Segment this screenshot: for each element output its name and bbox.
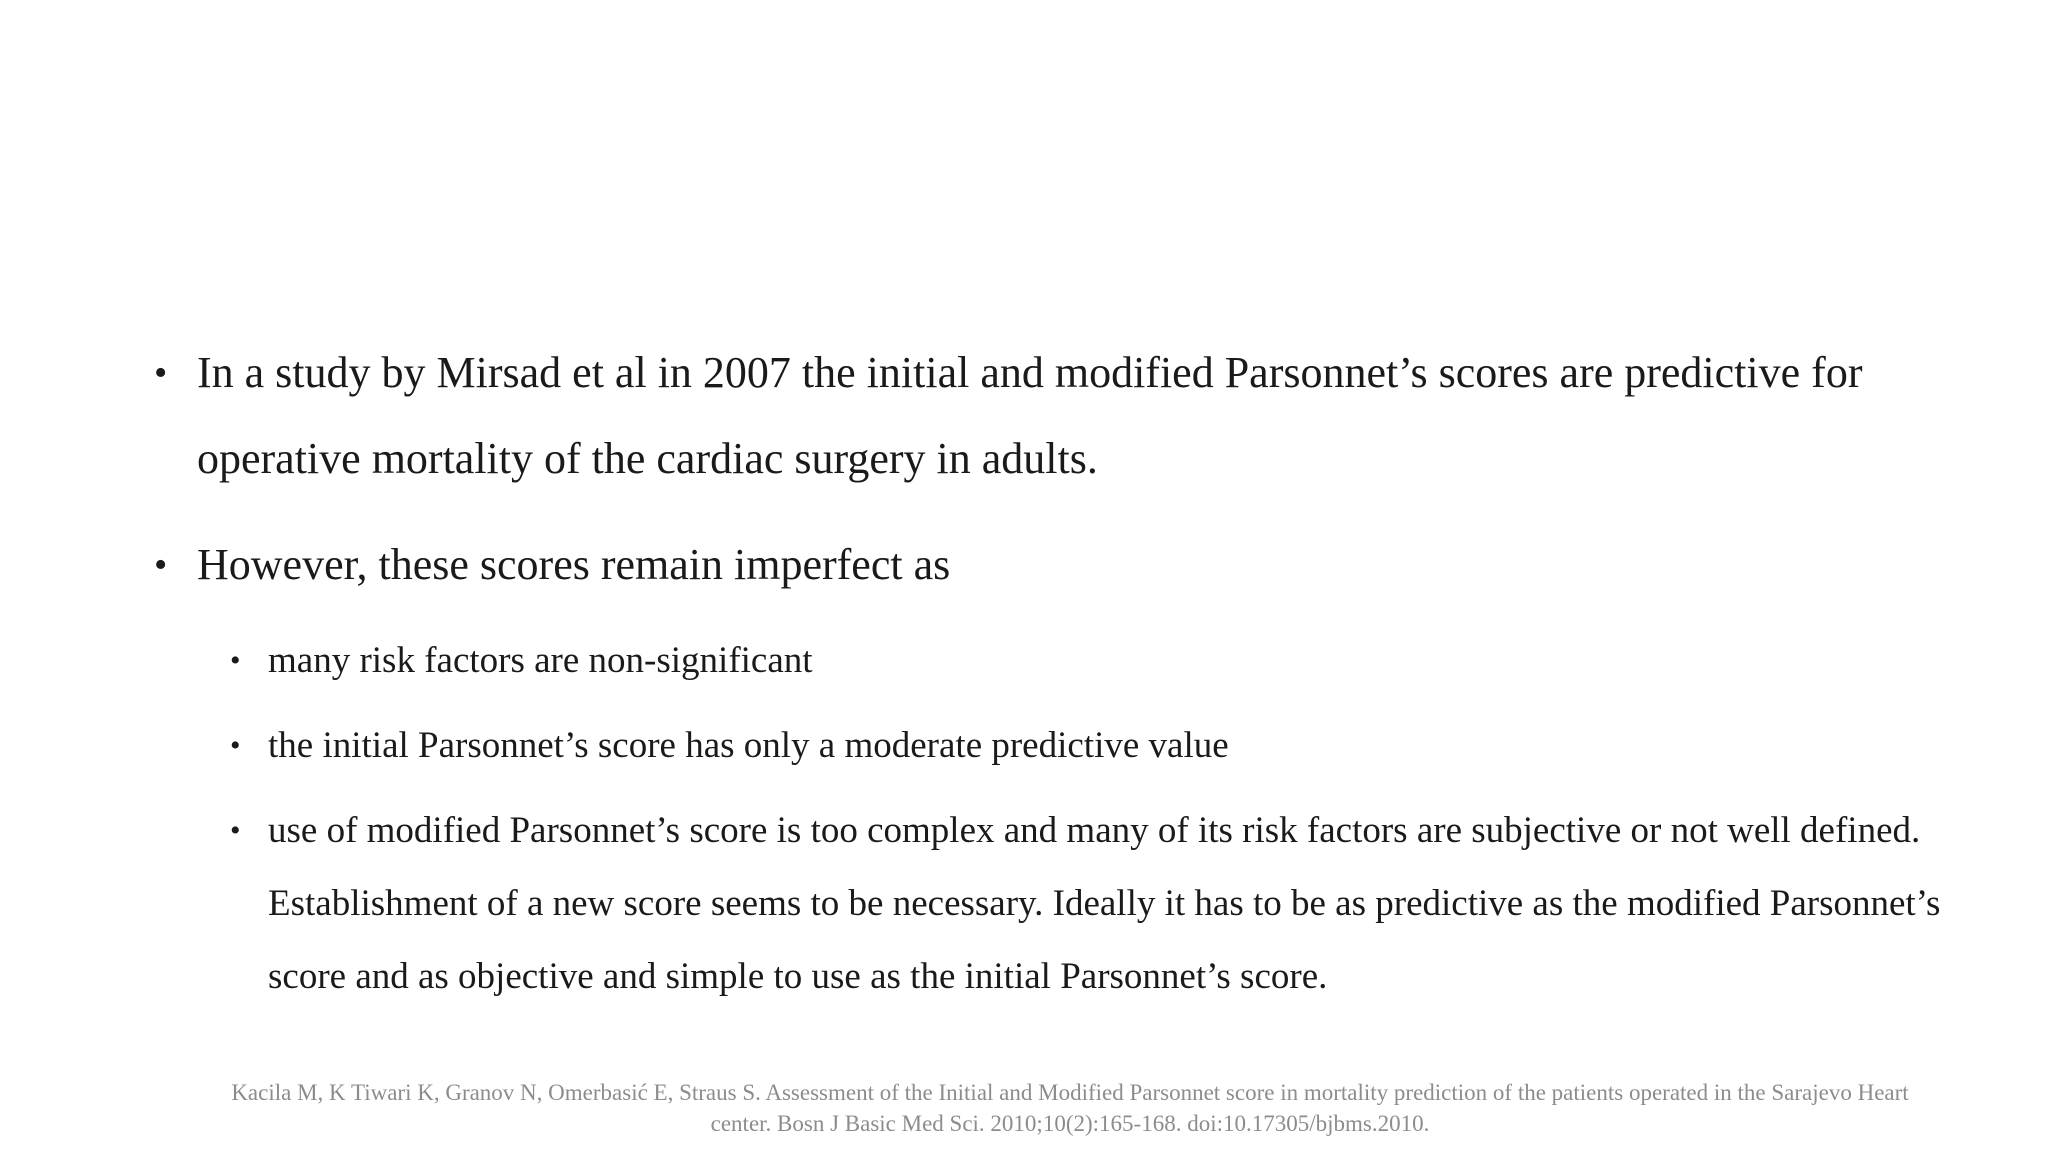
sub-bullet-moderate-value [229,709,1952,782]
sub-bullet-list [152,624,1952,1013]
sub-bullet-text: the initial Parsonnet’s score has only a moderate predictive value [268,725,1229,766]
bullet-text: However, these scores remain imperfect as [197,540,951,589]
slide-body [152,330,1952,1025]
sub-bullet-text: many risk factors are non-significant [268,640,813,681]
sub-bullet-too-complex [229,794,1952,1013]
sub-bullet-non-significant [229,624,1952,697]
sub-bullet-text: use of modified Parsonnet’s score is too complex and many of its risk factors are subjective or not well defined. Establishment of a new score seems to be necessary. Ideally it has to be as predictive as the modified Parsonnet’s score and as objective and simple to use as the initial Parsonnet’s score. [268,810,1941,997]
bullet-text: In a study by Mirsad et al in 2007 the initial and modified Parsonnet’s scores are predictive for operative mortality of the cardiac surgery in adults. [197,348,1863,483]
bullet-scores-imperfect [152,522,1952,608]
reference-citation: Kacila M, K Tiwari K, Granov N, Omerbasić E, Straus S. Assessment of the Initial and Modified Parsonnet score in mortality prediction of the patients operated in the Sarajevo Heart center. Bosn J Basic Med Sci. 2010;10(2):165-168. doi:10.17305/bjbms.2010. [231,1080,1909,1136]
bullet-mirsad-study [152,330,1952,502]
